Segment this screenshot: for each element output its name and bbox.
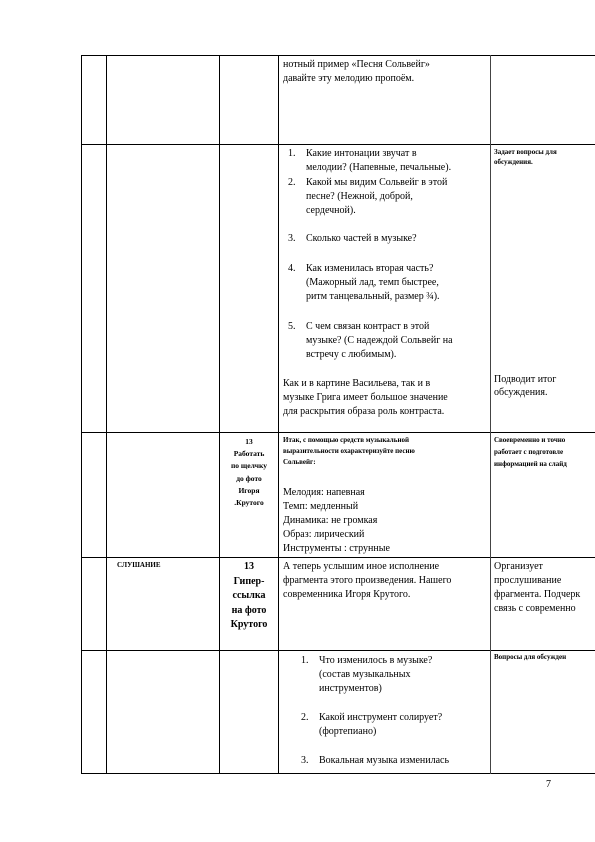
slide-cell-13-work xyxy=(220,436,278,509)
teacher-note-slide-3: информацией на слайд xyxy=(494,460,567,468)
conclusion-line-1: Как и в картине Васильева, так и в xyxy=(283,378,431,389)
teacher-note-slide-1: Своевременно и точно xyxy=(494,436,566,444)
hyperlink-label-3: на фото xyxy=(231,604,267,616)
slide-number: 13 xyxy=(244,561,254,572)
conclusion-line-3: для раскрытия образа роль контраста. xyxy=(283,406,445,417)
teacher-note-listening-4: связь с современно xyxy=(494,603,576,614)
row-border-bottom xyxy=(81,773,595,774)
question-2-line-3: сердечной). xyxy=(306,205,356,216)
question-4-line-2: (Мажорный лад, темп быстрее, xyxy=(306,277,439,288)
question-2-line-1: Какой мы видим Сольвейг в этой xyxy=(306,177,448,188)
col-border-0 xyxy=(81,55,82,774)
question-3-line-1: Сколько частей в музыке? xyxy=(306,233,417,244)
question-4-line-1: Как изменилась вторая часть? xyxy=(306,263,434,274)
question-3-number: 3. xyxy=(288,233,296,244)
row1-line-2: давайте эту мелодию пропоём. xyxy=(283,73,415,84)
teacher-note-discussion: Вопросы для обсужден xyxy=(494,653,567,661)
slide-instruction-3: до фото xyxy=(236,473,262,483)
row-border-1 xyxy=(81,144,595,145)
row1-line-1: нотный пример «Песня Сольвейг» xyxy=(283,59,430,70)
question-1-line-1: Какие интонации звучат в xyxy=(306,148,417,159)
characterize-intro-2: выразительности охарактеризуйте песню xyxy=(283,447,415,455)
slide-cell-13-hyperlink xyxy=(220,560,278,633)
discussion-2-line-2: (фортепиано) xyxy=(319,726,377,737)
row-border-3 xyxy=(81,557,595,558)
row-border-2 xyxy=(81,432,595,433)
question-4-number: 4. xyxy=(288,263,296,274)
slide-instruction-1: Работать xyxy=(233,449,265,459)
conclusion-line-2: музыке Грига имеет большое значение xyxy=(283,392,448,403)
question-5-line-1: С чем связан контраст в этой xyxy=(306,321,430,332)
question-2-line-2: песне? (Нежной, доброй, xyxy=(306,191,413,202)
discussion-3-number: 3. xyxy=(301,755,309,766)
section-label-listening: СЛУШАНИЕ xyxy=(117,561,161,569)
teacher-note-questions-1: Задает вопросы для xyxy=(494,148,557,156)
question-5-line-3: встречу с любимым). xyxy=(306,349,397,360)
teacher-note-listening-2: прослушивание xyxy=(494,575,562,586)
teacher-note-questions-2: обсуждения. xyxy=(494,158,533,166)
characterize-intro-1: Итак, с помощью средств музыкальной xyxy=(283,436,410,444)
feature-melody: Мелодия: напевная xyxy=(283,487,365,498)
teacher-note-listening-3: фрагмента. Подчерк xyxy=(494,589,581,600)
discussion-2-number: 2. xyxy=(301,712,309,723)
question-1-number: 1. xyxy=(288,148,296,159)
listening-line-3: современника Игоря Крутого. xyxy=(283,589,411,600)
teacher-note-listening-1: Организует xyxy=(494,561,543,572)
question-4-line-3: ритм танцевальный, размер ¾). xyxy=(306,291,440,302)
teacher-note-summary-1: Подводит итог xyxy=(494,374,557,385)
feature-image: Образ: лирический xyxy=(283,529,365,540)
slide-instruction-2: по щелчку xyxy=(230,461,267,471)
slide-instruction-5: .Крутого xyxy=(234,498,264,508)
question-2-number: 2. xyxy=(288,177,296,188)
discussion-2-line-1: Какой инструмент солирует? xyxy=(319,712,443,723)
col-border-2 xyxy=(219,55,220,774)
characterize-intro-3: Сольвейг: xyxy=(283,458,316,466)
discussion-3-line-1: Вокальная музыка изменилась xyxy=(319,755,450,766)
col-border-3 xyxy=(278,55,279,774)
listening-line-2: фрагмента этого произведения. Нашего xyxy=(283,575,452,586)
hyperlink-label-1: Гипер- xyxy=(233,575,265,587)
listening-line-1: А теперь услышим иное исполнение xyxy=(283,561,440,572)
col-border-4 xyxy=(490,55,491,774)
discussion-1-line-3: инструментов) xyxy=(319,683,382,694)
hyperlink-label-2: ссылка xyxy=(232,590,266,601)
feature-dynamics: Динамика: не громкая xyxy=(283,515,378,526)
question-1-line-2: мелодии? (Напевные, печальные). xyxy=(306,162,452,173)
discussion-1-line-2: (состав музыкальных xyxy=(319,669,411,680)
hyperlink-label-4: Крутого xyxy=(230,619,268,630)
col-border-1 xyxy=(106,55,107,774)
question-5-line-2: музыке? (С надеждой Сольвейг на xyxy=(306,335,453,346)
question-5-number: 5. xyxy=(288,321,296,332)
discussion-1-line-1: Что изменилось в музыке? xyxy=(319,655,433,666)
teacher-note-summary-2: обсуждения. xyxy=(494,387,548,398)
page-number: 7 xyxy=(546,779,551,790)
discussion-1-number: 1. xyxy=(301,655,309,666)
row-border-top xyxy=(81,55,595,56)
slide-instruction-4: Игоря xyxy=(238,485,260,495)
feature-instruments: Инструменты : струнные xyxy=(283,543,390,554)
slide-number: 13 xyxy=(245,437,253,446)
teacher-note-slide-2: работает с подготовле xyxy=(494,448,564,456)
feature-tempo: Темп: медленный xyxy=(283,501,359,512)
row-border-4 xyxy=(81,650,595,651)
